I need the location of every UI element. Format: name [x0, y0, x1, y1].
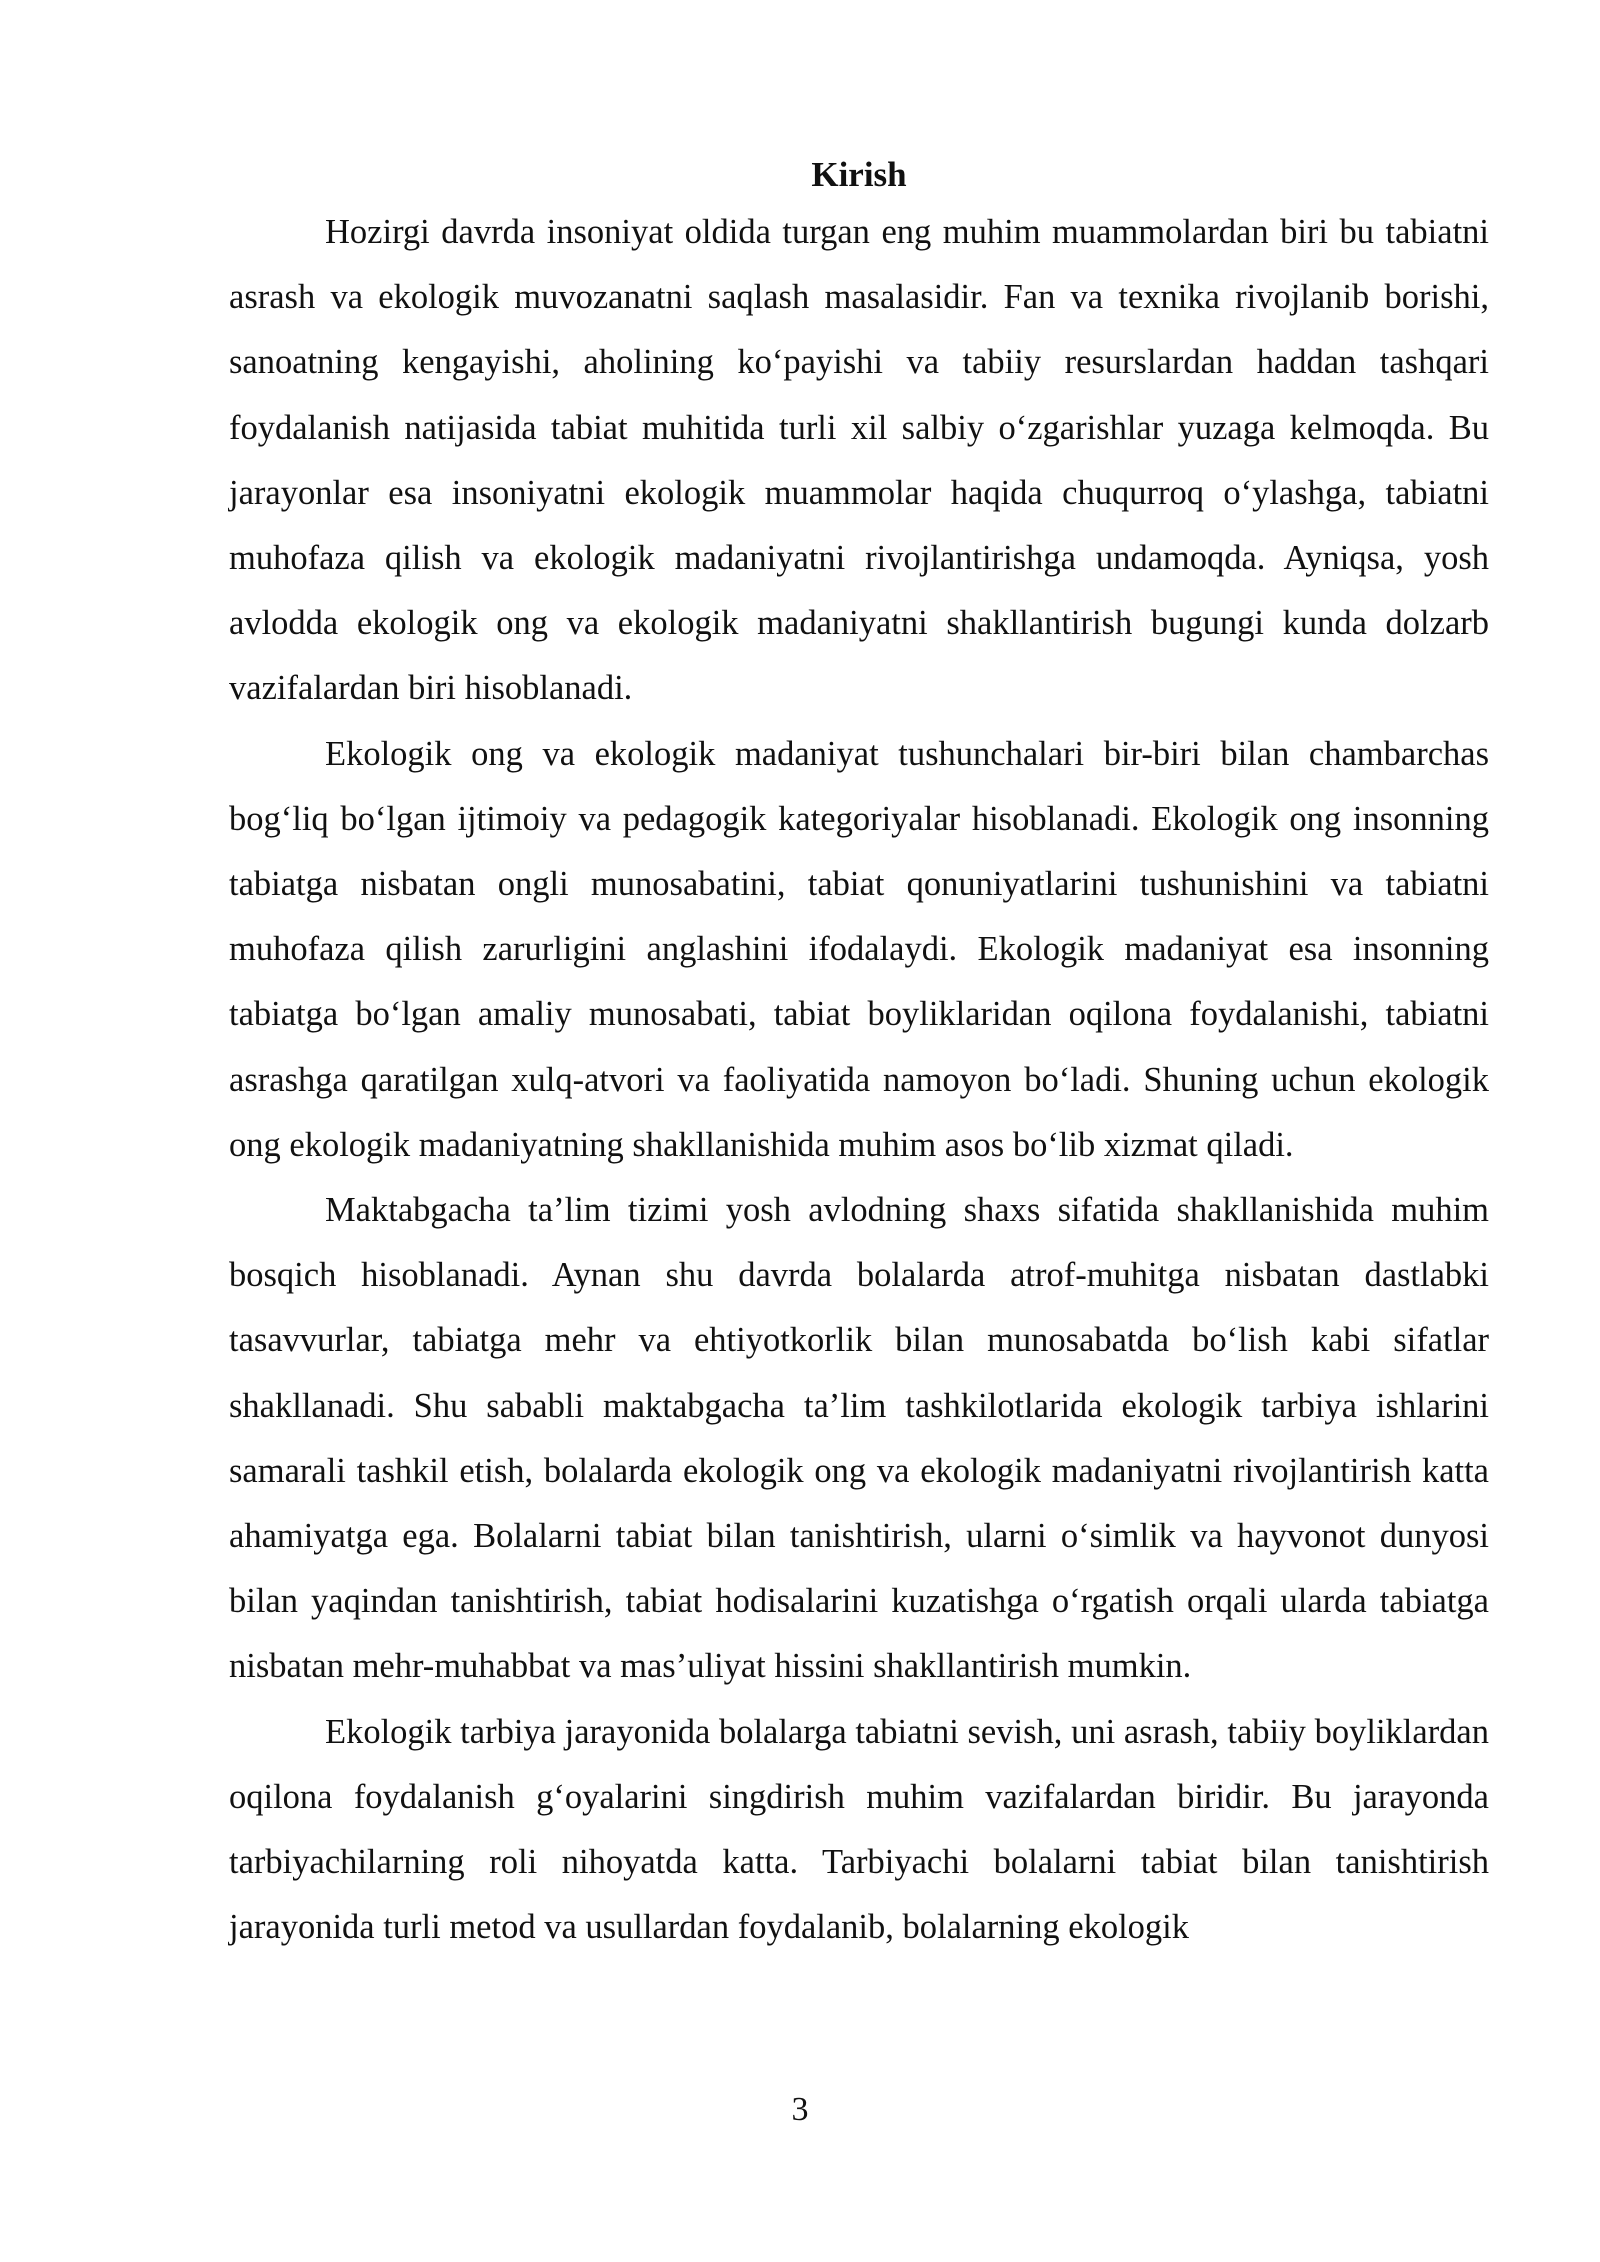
paragraph-4: Ekologik tarbiya jarayonida bolalarga tabiatni sevish, uni asrash, tabiiy boyliklardan oqilona foydalanish g‘oyalarini singdirish muhim vazifalardan biridir. Bu jarayonda tarbiyachilarning roli nihoyatda katta. Tarbiyachi bolalarni tabiat bilan tanishtirish jarayonida turli metod va usullardan foydalanib, bolalarning ekologik — [229, 1712, 1489, 1947]
page-number: 3 — [791, 2091, 809, 2128]
page-content — [229, 150, 1489, 1960]
paragraph-2: Ekologik ong va ekologik madaniyat tushunchalari bir-biri bilan chambarchas bog‘liq bo‘lgan ijtimoiy va pedagogik kategoriyalar hisoblanadi. Ekologik ong insonning tabiatga nisbatan ongli munosabatini, tabiat qonuniyatlarini tushunishini va tabiatni muhofaza qilish zarurligini anglashini ifodalaydi. Ekologik madaniyat esa insonning tabiatga bo‘lgan amaliy munosabati, tabiat boyliklaridan oqilona foydalanishi, tabiatni asrashga qaratilgan xulq-atvori va faoliyatida namoyon bo‘ladi. Shuning uchun ekologik ong ekologik madaniyatning shakllanishida muhim asos bo‘lib xizmat qiladi. — [229, 734, 1489, 1164]
paragraph-1: Hozirgi davrda insoniyat oldida turgan eng muhim muammolardan biri bu tabiatni asrash va ekologik muvozanatni saqlash masalasidir. Fan va texnika rivojlanib borishi, sanoatning kengayishi, aholining ko‘payishi va tabiiy resurslardan haddan tashqari foydalanish natijasida tabiat muhitida turli xil salbiy o‘zgarishlar yuzaga kelmoqda. Bu jarayonlar esa insoniyatni ekologik muammolar haqida chuqurroq o‘ylashga, tabiatni muhofaza qilish va ekologik madaniyatni rivojlantirishga undamoqda. Ayniqsa, yosh avlodda ekologik ong va ekologik madaniyatni shakllantirish bugungi kunda dolzarb vazifalardan biri hisoblanadi. — [229, 213, 1489, 708]
paragraph-3: Maktabgacha ta’lim tizimi yosh avlodning shaxs sifatida shakllanishida muhim bosqich hisoblanadi. Aynan shu davrda bolalarda atrof-muhitga nisbatan dastlabki tasavvurlar, tabiatga mehr va ehtiyotkorlik bilan munosabatda bo‘lish kabi sifatlar shakllanadi. Shu sababli maktabgacha ta’lim tashkilotlarida ekologik tarbiya ishlarini samarali tashkil etish, bolalarda ekologik ong va ekologik madaniyatni rivojlantirish katta ahamiyatga ega. Bolalarni tabiat bilan tanishtirish, ularni o‘simlik va hayvonot dunyosi bilan yaqindan tanishtirish, tabiat hodisalarini kuzatishga o‘rgatish orqali ularda tabiatga nisbatan mehr-muhabbat va mas’uliyat hissini shakllantirish mumkin. — [229, 1191, 1489, 1686]
page-title: Kirish — [811, 155, 907, 194]
